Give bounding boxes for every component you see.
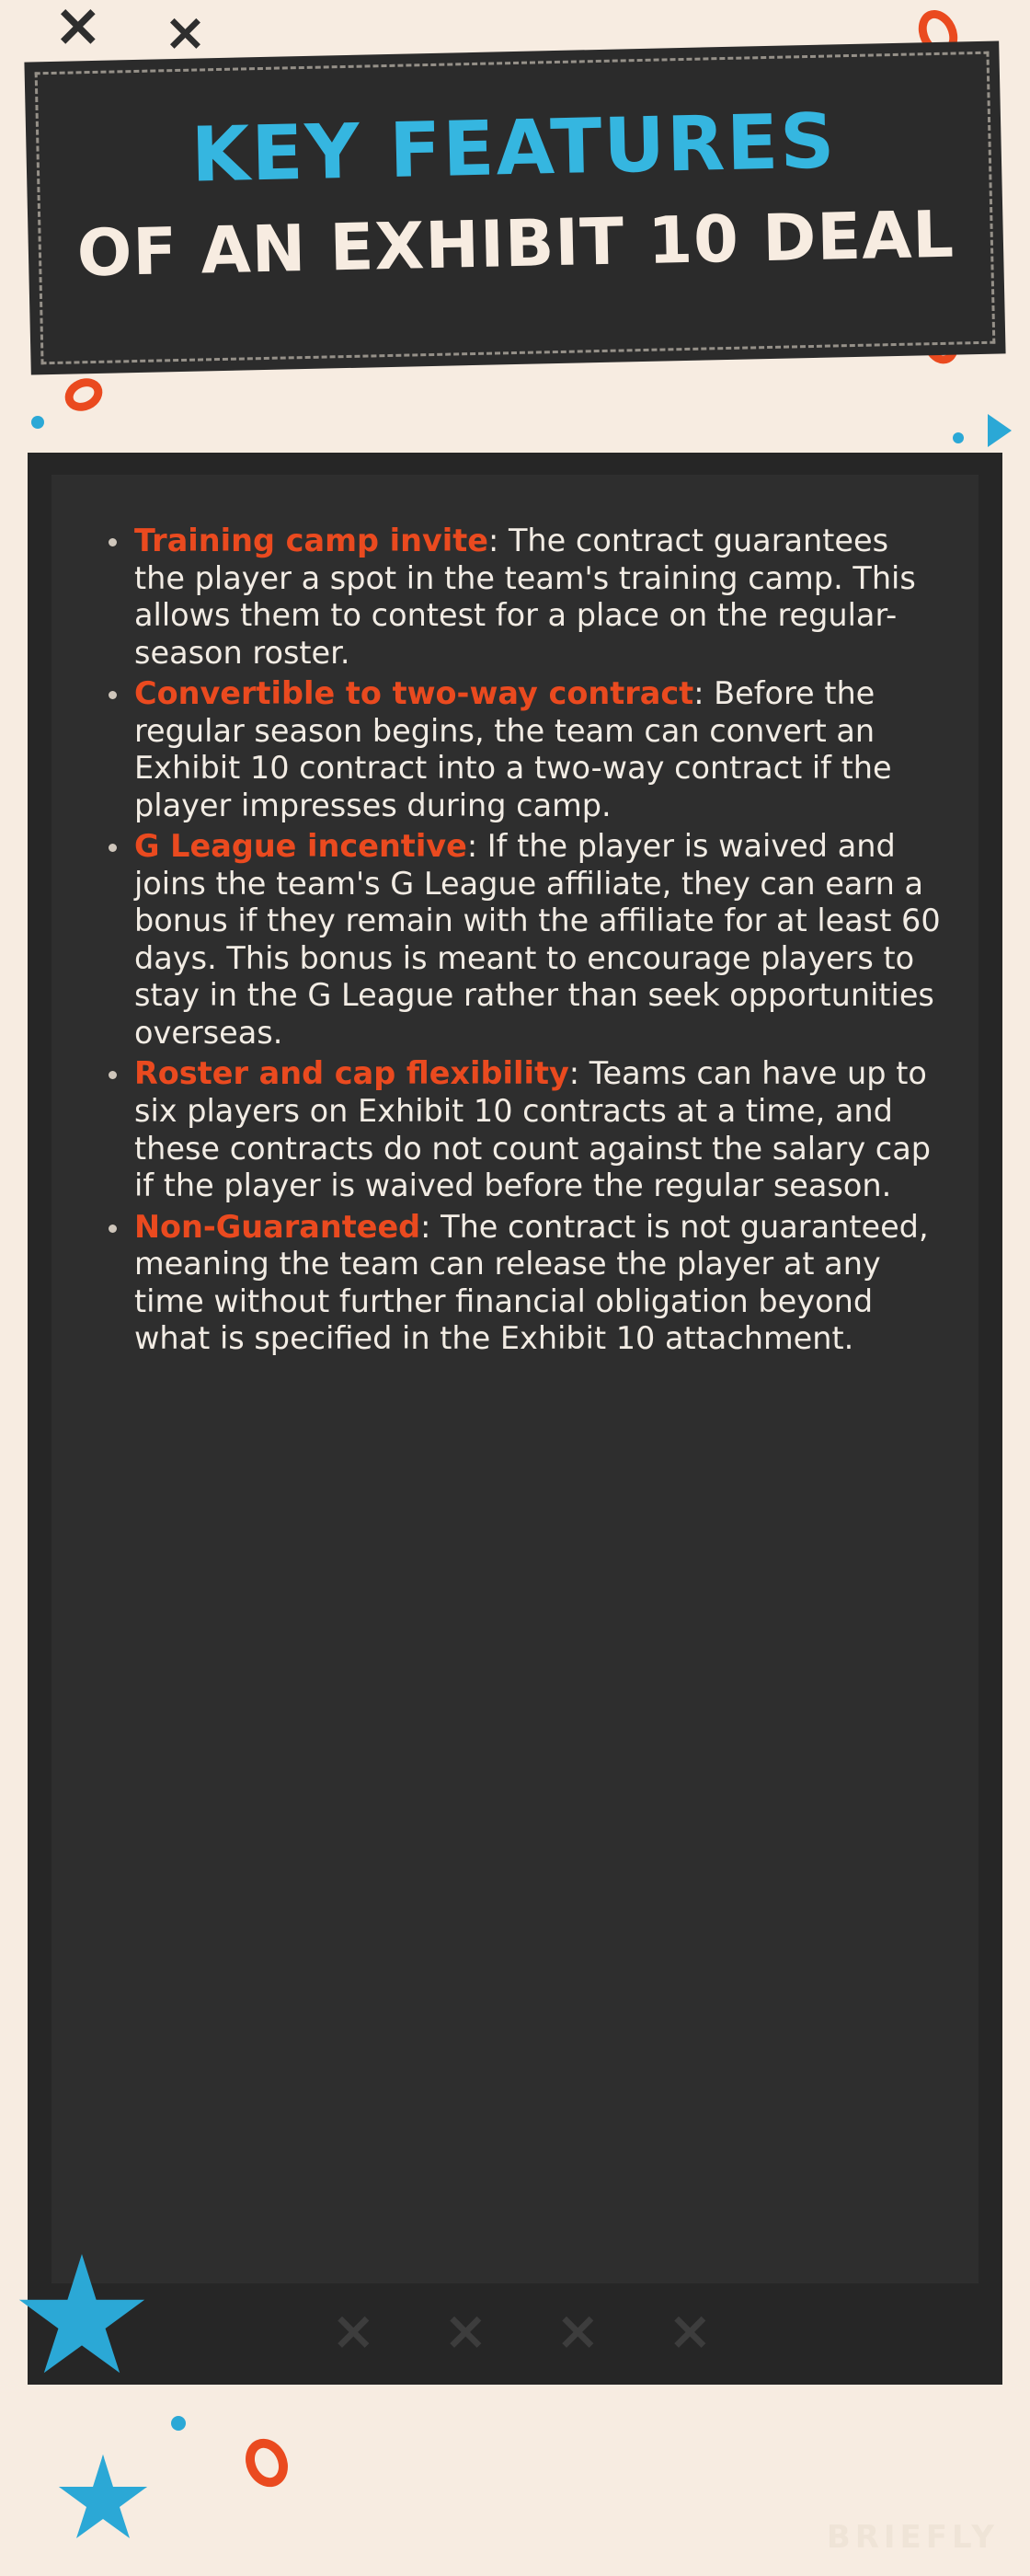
title-card — [24, 40, 1005, 374]
list-item — [105, 523, 942, 672]
page-title-line1: KEY FEATURES — [189, 98, 838, 200]
feature-lead: Non-Guaranteed — [134, 1208, 421, 1245]
list-item — [105, 675, 942, 824]
feature-lead: G League incentive — [134, 828, 467, 865]
star-outline-icon — [57, 2455, 149, 2547]
list-item — [105, 1055, 942, 1204]
features-container — [52, 475, 978, 2283]
dot-icon — [953, 432, 964, 443]
triangle-icon — [988, 414, 1012, 447]
header-band — [0, 0, 1030, 453]
x-mark-icon: × — [555, 2299, 601, 2362]
dot-icon — [171, 2416, 186, 2431]
x-mark-icon: × — [53, 0, 103, 60]
feature-lead: Training camp invite — [134, 523, 489, 558]
feature-text: : If the player is waived and joins the team's G League affiliate, they can earn a bonus if they remain with the affiliate for at least 60 days. This bonus is meant to encourage players to stay in the G League rather than seek opportunities overseas. — [134, 828, 941, 1051]
x-mark-icon: × — [164, 3, 207, 63]
feature-lead: Roster and cap flexibility — [134, 1055, 569, 1092]
feature-lead: Convertible to two-way contract — [134, 675, 694, 712]
x-mark-icon: × — [331, 2299, 376, 2362]
footer-band — [0, 2385, 1030, 2576]
feature-list — [52, 475, 978, 1389]
feature-text: : The contract guarantees the player a spot in the team's training camp. This allows them to contest for a place on the regular-season roster. — [134, 523, 916, 671]
page-title-line2: OF AN EXHIBIT 10 DEAL — [75, 196, 956, 292]
feature-text: : Before the regular season begins, the team can convert an Exhibit 10 contract into a two-way contract if the player impresses during camp. — [134, 675, 892, 823]
feature-text: : Teams can have up to six players on Exhibit 10 contracts at a time, and these contracts do not count against the salary cap if the player is waived before the regular season. — [134, 1055, 932, 1204]
brand-watermark: BRIEFLY — [826, 2519, 999, 2556]
feature-text: : The contract is not guaranteed, meaning the team can release the player at any time without further financial obligation beyond what is specified in the Exhibit 10 attachment. — [134, 1208, 929, 1357]
content-panel — [28, 453, 1002, 2385]
ring-icon — [238, 2432, 296, 2494]
ring-icon — [60, 373, 108, 418]
x-mark-icon: × — [443, 2299, 488, 2362]
list-item — [105, 1209, 942, 1358]
x-mark-icon: × — [668, 2299, 713, 2362]
panel-footer — [28, 2283, 1002, 2385]
list-item — [105, 828, 942, 1052]
dot-icon — [31, 416, 44, 429]
